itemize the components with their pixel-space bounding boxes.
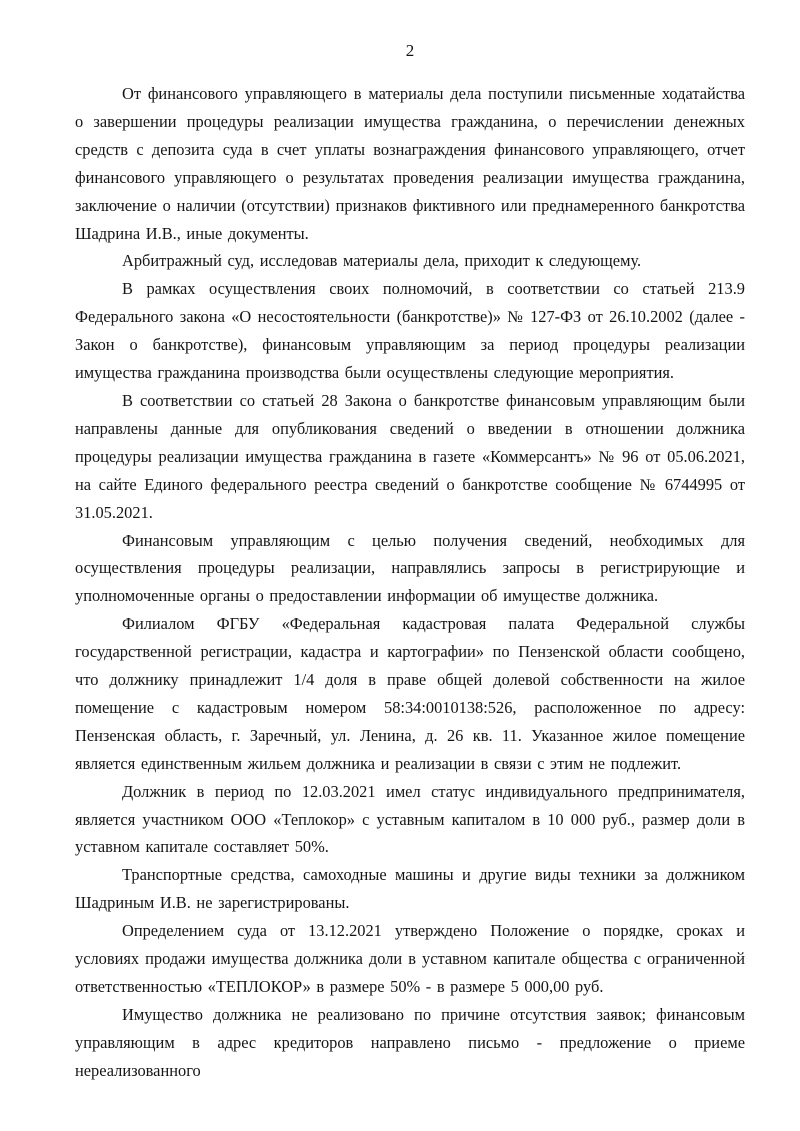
paragraph-sale-regulation: Определением суда от 13.12.2021 утверждено Положение о порядке, сроках и условиях продажи имущества должника доли в уставном капитале общества с ограниченной ответственностью «ТЕПЛОКОР» в размере 50% - в размере 5 000,00 руб. xyxy=(75,921,745,996)
paragraph-publication: В соответствии со статьей 28 Закона о банкротстве финансовым управляющим были направлены данные для опубликования сведений о введении в отношении должника процедуры реализации имущества гражданина в газете «Коммерсантъ» № 96 от 05.06.2021, на сайте Единого федерального реестра сведений о банкротстве сообщение № 6744995 от 31.05.2021. xyxy=(75,390,745,522)
paragraph-requests: Финансовым управляющим с целью получения сведений, необходимых для осуществления процедуры реализации, направлялись запросы в регистрирующие и уполномоченные органы о предоставлении информации об имуществе должника. xyxy=(75,530,745,606)
paragraph-unsold-property: Имущество должника не реализовано по причине отсутствия заявок; финансовым управляющим в адрес кредиторов направлено письмо - предложение о приеме нереализованного xyxy=(75,1004,745,1080)
page-number: 2 xyxy=(405,41,415,60)
paragraph-law-reference: В рамках осуществления своих полномочий, в соответствии со статьей 213.9 Федерального закона «О несостоятельности (банкротстве)» № 127-ФЗ от 26.10.2002 (далее - Закон о банкротстве), финансовым управляющим за период процедуры реализации имущества гражданина производства были осуществлены следующие мероприятия. xyxy=(75,279,745,383)
paragraph-vehicles: Транспортные средства, самоходные машины и другие виды техники за должником Шадриным И.В. не зарегистрированы. xyxy=(75,865,745,913)
paragraph-debtor-status: Должник в период по 12.03.2021 имел статус индивидуального предпринимателя, является участником ООО «Теплокор» с уставным капиталом в 10 000 руб., размер доли в уставном капитале составляет 50%. xyxy=(75,781,745,857)
paragraph-court-conclusion: Арбитражный суд, исследовав материалы дела, приходит к следующему. xyxy=(122,251,642,271)
paragraph-cadastral-info: Филиалом ФГБУ «Федеральная кадастровая палата Федеральной службы государственной регистрации, кадастра и картографии» по Пензенской области сообщено, что должнику принадлежит 1/4 доля в праве общей долевой собственности на жилое помещение с кадастровым номером 58:34:0010138:526, расположенное по адресу: Пензенская область, г. Заречный, ул. Ленина, д. 26 кв. 11. Указанное жилое помещение является единственным жильем должника и реализации в связи с этим не подлежит. xyxy=(75,614,745,773)
document-body xyxy=(75,80,745,1085)
paragraph-filings: От финансового управляющего в материалы дела поступили письменные ходатайства о завершении процедуры реализации имущества гражданина, о перечислении денежных средств с депозита суда в счет уплаты вознаграждения финансового управляющего, отчет финансового управляющего о результатах проведения реализации имущества гражданина, заключение о наличии (отсутствии) признаков фиктивного или преднамеренного банкротства Шадрина И.В., иные документы. xyxy=(75,84,745,243)
